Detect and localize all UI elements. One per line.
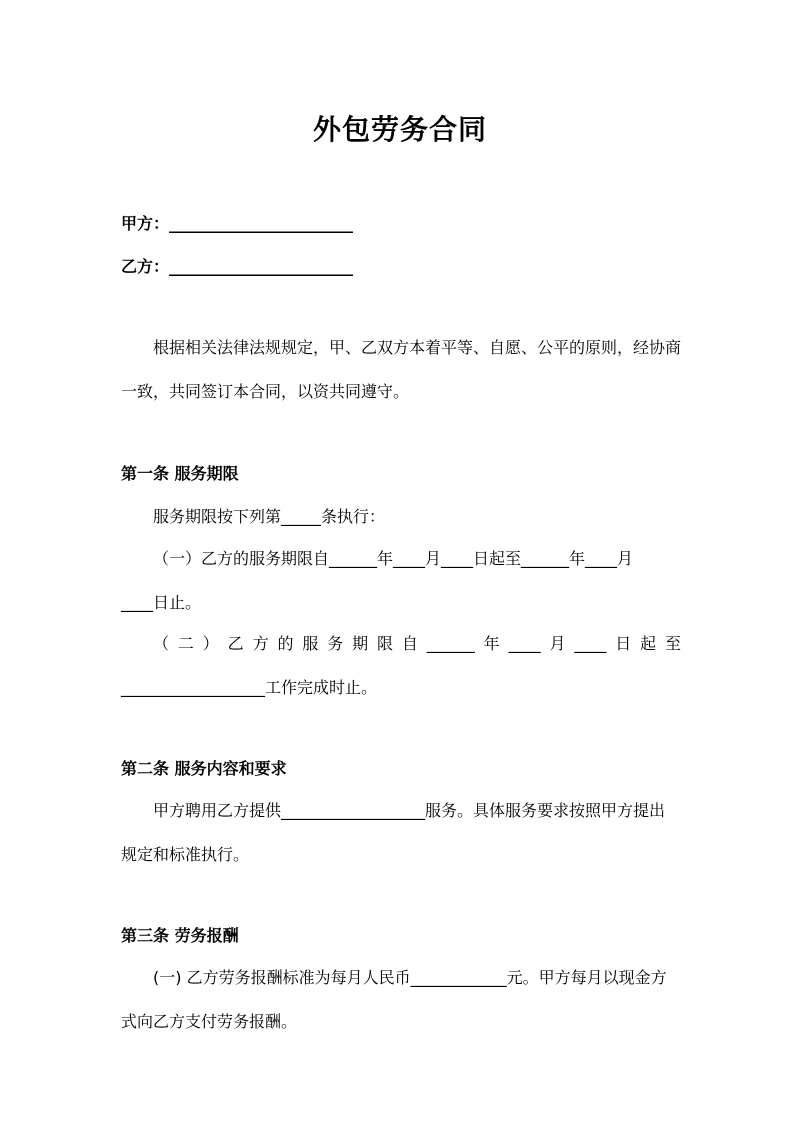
article-2-paragraph-line-2: 规定和标准执行。 xyxy=(121,845,250,864)
document-title: 外包劳务合同 xyxy=(312,113,487,146)
item-2-token: 年 xyxy=(483,634,500,653)
preamble-line-1: 根据相关法律法规规定，甲、乙双方本着平等、自愿、公平的原则，经协商 xyxy=(153,338,682,357)
item-2-token: 务 xyxy=(327,634,344,653)
article-1-heading: 第一条 服务期限 xyxy=(121,464,239,483)
item-2-token: 至 xyxy=(664,634,681,653)
article-3-heading: 第三条 劳务报酬 xyxy=(121,926,239,945)
article-1-item-2-line-1 xyxy=(153,633,681,655)
item-2-token: 方 xyxy=(252,634,269,653)
item-2-token: 限 xyxy=(377,634,394,653)
article-1-item-2-line-2: __________________工作完成时止。 xyxy=(121,678,378,697)
article-3-paragraph-line-1: (一) 乙方劳务报酬标准为每月人民币____________元。甲方每月以现金方 xyxy=(153,968,667,987)
item-2-token: （ xyxy=(153,634,170,653)
item-2-token: ______ xyxy=(426,634,475,653)
item-2-token: 服 xyxy=(302,634,319,653)
item-2-token: ____ xyxy=(508,634,541,653)
item-2-token: 自 xyxy=(401,634,418,653)
item-2-token: 期 xyxy=(352,634,369,653)
article-3-paragraph-line-2: 式向乙方支付劳务报酬。 xyxy=(121,1012,298,1031)
item-2-token: 日 xyxy=(615,634,632,653)
party-a-line: 甲方：_______________________ xyxy=(121,214,354,233)
article-1-item-1-line-2: ____日止。 xyxy=(121,593,202,612)
item-2-token: ） xyxy=(202,634,219,653)
item-2-token: 起 xyxy=(640,634,657,653)
item-2-token: 月 xyxy=(549,634,566,653)
article-2-paragraph-line-1: 甲方聘用乙方提供__________________服务。具体服务要求按照甲方提出 xyxy=(153,801,666,820)
item-2-token: 的 xyxy=(277,634,294,653)
article-2-heading: 第二条 服务内容和要求 xyxy=(121,759,287,778)
article-1-intro: 服务期限按下列第_____条执行： xyxy=(153,507,386,526)
article-1-item-1-line-1: （一）乙方的服务期限自______年____月____日起至______年____月 xyxy=(153,549,634,568)
item-2-token: 二 xyxy=(177,634,194,653)
item-2-token: ____ xyxy=(574,634,607,653)
preamble-line-2: 一致，共同签订本合同，以资共同遵守。 xyxy=(121,382,410,401)
party-b-line: 乙方：_______________________ xyxy=(121,257,354,276)
item-2-token: 乙 xyxy=(227,634,244,653)
